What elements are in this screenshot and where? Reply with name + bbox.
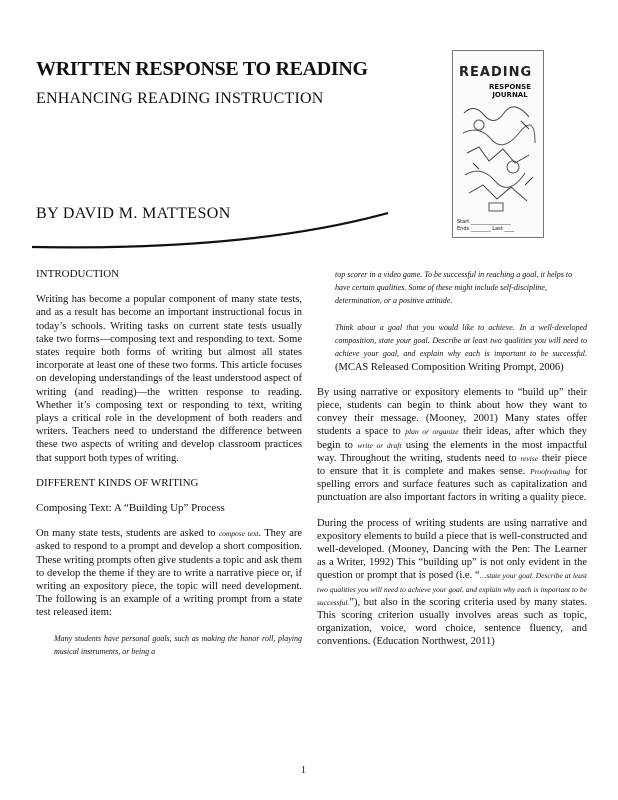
writing-prompt-continued: top scorer in a video game. To be successful in reaching a goal, it helps to have certain qualities. Some of these might include self-discipline, determination, or a positive attitude. — [335, 270, 573, 305]
left-column — [36, 268, 302, 658]
article-subtitle: ENHANCING READING INSTRUCTION — [36, 90, 324, 107]
composing-paragraph: On many state tests, students are asked to compose text. They are asked to respond to a prompt and develop a short composition. These writing prompts often give students a topic and ask them to develop the theme if they are to write a narrative piece or, if writing an expository piece, the topic will need development. The following is an example of a writing prompt from a state test released item: — [36, 528, 303, 619]
author-byline: BY DAVID M. MATTESON — [36, 205, 231, 222]
writing-prompt-task: Think about a goal that you would like to achieve. In a well-developed composition, state your goal. Describe at least two qualities you will need to achieve your goal, and explain why each is important to be successful. (MCAS Released Composition Writing Prompt, 2006) — [335, 323, 587, 373]
kinds-of-writing-heading: DIFFERENT KINDS OF WRITING — [36, 476, 199, 489]
cover-illustration — [459, 103, 539, 215]
introduction-heading: INTRODUCTION — [36, 268, 120, 280]
introduction-paragraph: Writing has become a popular component of many state tests, and as a result has become an important instructional focus in today’s schools. Writing tasks on current state tests usually take two forms—composing text and responding to text. Some states require both forms of writing but almost all states incorporate at least one of these two forms. This article focuses on developing understandings of the least understood aspect of writing (and reading)—the written response to reading. Whether it’s composing text or responding to text, writing plays a critical role in the development of both readers and writers. Teachers need to understand the difference between these two aspects of writing and develop classroom practices that support both types of writing. — [36, 294, 302, 464]
decorative-swoosh — [30, 205, 400, 255]
composing-text-heading: Composing Text: A “Building Up” Process — [36, 502, 225, 515]
article-title: WRITTEN RESPONSE TO READING — [36, 58, 368, 80]
building-up-paragraph: By using narrative or expository elements to “build up” their piece, students can begin to think about how they want to convey their message. (Mooney, 2001) Many states offer students a space to plan or organize their ideas, after which they begin to write or draft using the elements in the most impactful way. Throughout the writing, students need to revise their piece to ensure that it is complete and makes sense. Proofreading for spelling errors and surface features such as capitalization and punctuation are also important factors in writing a quality piece. — [317, 386, 588, 504]
journal-cover-image — [452, 50, 544, 238]
process-paragraph: During the process of writing students are using narrative and expository elements to build a piece that is well-constructed and well-developed. (Mooney, Dancing with the Pen: The Learner as a Writer, 1992) This “building up” is not only evident in the question or prompt that is posed (i.e. “…state your goal. Describe at least two qualities you will need to achieve your goal, and explain why each is important to be successful.”), but also in the scoring criteria used by many states. This scoring criterion usually involves areas such as topic, organization, voice, word choice, sentence fluency, and conventions. (Education Northwest, 2011) — [317, 517, 587, 648]
page-number: 1 — [301, 765, 306, 776]
cover-subtitle: RESPONSE JOURNAL — [489, 83, 531, 99]
right-column — [317, 268, 587, 661]
cover-title: READING — [459, 65, 533, 80]
writing-prompt-example: Many students have personal goals, such as making the honor roll, playing musical instruments, or being a — [54, 633, 302, 656]
cover-lines: Start ________________ Ends ________ Last ____ — [457, 219, 515, 232]
